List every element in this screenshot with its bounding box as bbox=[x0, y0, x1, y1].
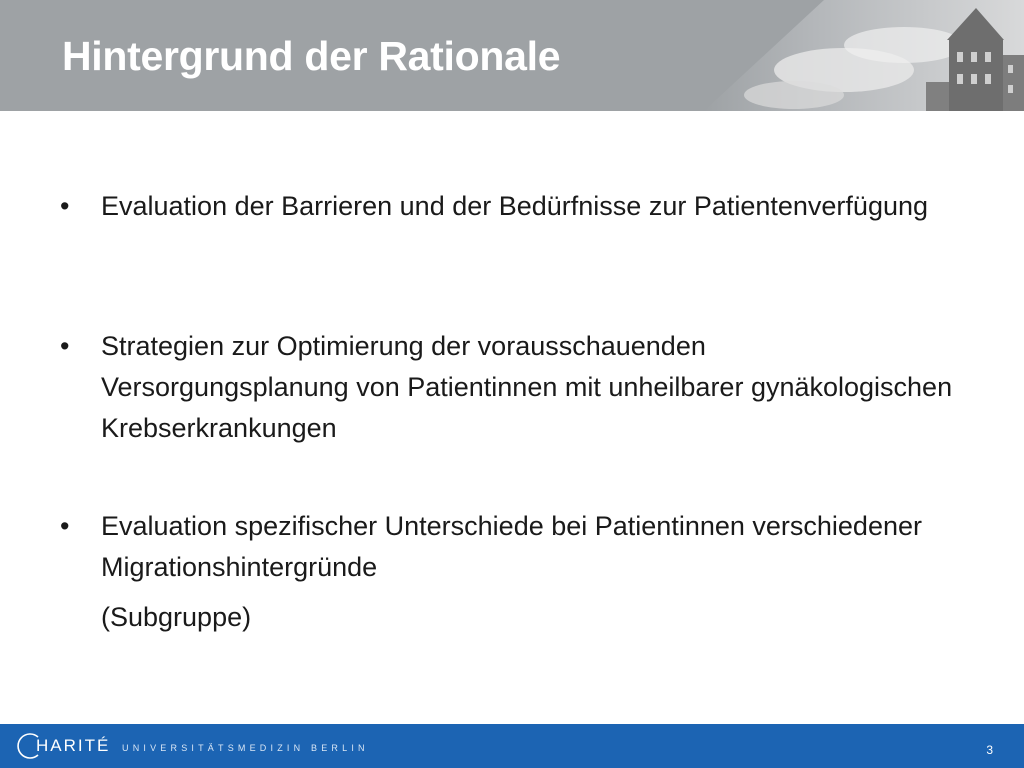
bullet-marker: • bbox=[60, 511, 70, 541]
bullet-text: Evaluation der Barrieren und der Bedürfnisse zur Patientenverfügung bbox=[101, 191, 929, 221]
bullet-marker: • bbox=[60, 331, 70, 361]
bullet-item bbox=[60, 186, 928, 227]
castle-tower-icon bbox=[664, 0, 1024, 111]
brand-tagline: UNIVERSITÄTSMEDIZIN BERLIN bbox=[122, 743, 369, 753]
bullet-text: Strategien zur Optimierung der vorausschauenden Versorgungsplanung von Patientinnen mit unheilbarer gynäkologischen Krebserkrankungen bbox=[101, 331, 953, 443]
slide-header bbox=[0, 0, 1024, 111]
bullet-item bbox=[60, 326, 960, 449]
bullet-subnote: (Subgruppe) bbox=[101, 602, 252, 632]
slide-title: Hintergrund der Rationale bbox=[62, 33, 561, 79]
bullet-item bbox=[60, 506, 960, 588]
bullet-marker: • bbox=[60, 191, 70, 221]
page-number: 3 bbox=[986, 743, 993, 757]
slide-footer bbox=[0, 724, 1024, 768]
bullet-text: Evaluation spezifischer Unterschiede bei Patientinnen verschiedener Migrationshintergründe bbox=[101, 511, 922, 582]
brand-name: HARITÉ bbox=[36, 736, 111, 755]
